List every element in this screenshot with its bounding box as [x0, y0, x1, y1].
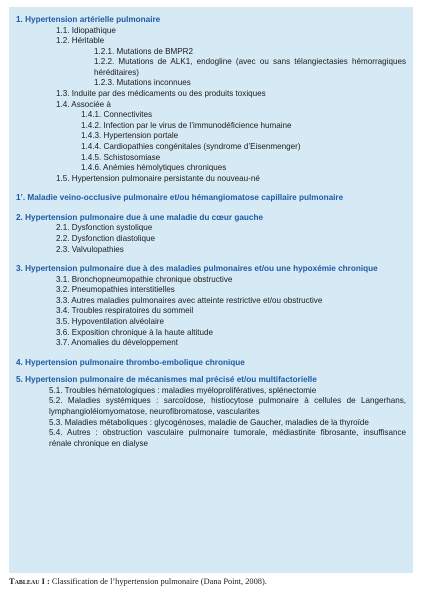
list-item: 1.2.2. Mutations de ALK1, endogline (avec ou sans télangiectasies hémorragiques héréditaires): [94, 57, 406, 77]
list-item: 2.2. Dysfonction diastolique: [56, 234, 155, 243]
section-title: 2. Hypertension pulmonaire due à une maladie du cœur gauche: [16, 212, 264, 222]
list-item: 5.4. Autres : obstruction vasculaire pulmonaire tumorale, médiastinite fibrosante, insuffisance rénale chronique en dialyse: [49, 428, 406, 448]
list-item: 3.5. Hypoventilation alvéolaire: [56, 317, 164, 327]
list-item: 1.4.2. Infection par le virus de l’immunodéficience humaine: [81, 120, 292, 130]
list-item: 5.1. Troubles hématologiques : maladies myéloprolifératives, splénectomie: [49, 385, 317, 395]
list-item: 1.2.3. Mutations inconnues: [94, 78, 191, 88]
section-title: 4. Hypertension pulmonaire thrombo-embolique chronique: [16, 357, 245, 367]
list-item: 1.5. Hypertension pulmonaire persistante du nouveau-né: [56, 173, 260, 183]
list-item: 3.2. Pneumopathies interstitielles: [56, 285, 175, 295]
list-item: 3.4. Troubles respiratoires du sommeil: [56, 306, 194, 316]
list-item: 1.4.6. Anémies hémolytiques chroniques: [81, 163, 227, 173]
section-title: 3. Hypertension pulmonaire due à des maladies pulmonaires et/ou une hypoxémie chronique: [16, 264, 378, 274]
list-item: 3.6. Exposition chronique à la haute altitude: [56, 327, 214, 337]
list-item: 5.3. Maladies métaboliques : glycogénoses, maladie de Gaucher, maladies de la thyroïde: [49, 417, 369, 427]
list-item: 1.2. Héritable: [56, 36, 105, 46]
list-item: 1.2.1. Mutations de BMPR2: [94, 46, 193, 56]
caption-text: Classification de l’hypertension pulmonaire (Dana Point, 2008).: [49, 577, 267, 586]
classification-table: [9, 7, 413, 573]
list-item: 2.1. Dysfonction systolique: [56, 223, 153, 233]
table-caption: [9, 576, 413, 587]
list-item: 1.4.1. Connectivites: [81, 110, 153, 120]
section-title: 1’. Maladie veino-occlusive pulmonaire et/ou hémangiomatose capillaire pulmonaire: [16, 193, 344, 203]
list-item: 3.7. Anomalies du développement: [56, 338, 178, 348]
list-item: 2.3. Valvulopathies: [56, 244, 124, 254]
list-item: 5.2. Maladies systémiques : sarcoïdose, histiocytose pulmonaire à cellules de Langerhans, lymphangioléiomyomatose, neurofibromatose, vascularites: [49, 396, 406, 417]
list-item: 1.4. Associée à: [56, 99, 111, 109]
section-title: 1. Hypertension artérielle pulmonaire: [16, 15, 161, 24]
list-item: 1.4.5. Schistosomiase: [81, 152, 161, 162]
section-title: 5. Hypertension pulmonaire de mécanismes mal précisé et/ou multifactorielle: [16, 375, 317, 385]
list-item: 1.1. Idiopathique: [56, 25, 116, 35]
caption-label: Tableau I :: [9, 577, 50, 586]
list-item: 1.4.3. Hypertension portale: [81, 131, 179, 141]
list-item: 1.4.4. Cardiopathies congénitales (syndrome d’Eisenmenger): [81, 142, 301, 152]
list-item: 3.1. Bronchopneumopathie chronique obstructive: [56, 274, 233, 284]
list-item: 3.3. Autres maladies pulmonaires avec atteinte restrictive et/ou obstructive: [56, 295, 323, 305]
list-item: 1.3. Induite par des médicaments ou des produits toxiques: [56, 89, 266, 99]
